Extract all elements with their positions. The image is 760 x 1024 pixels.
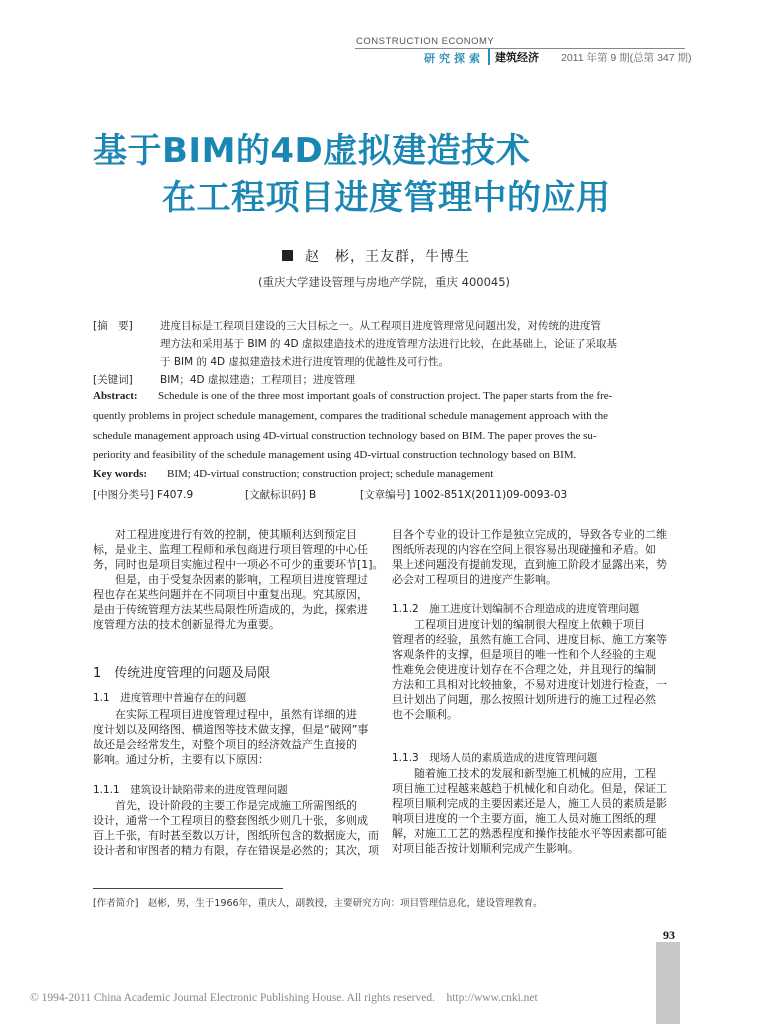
- affiliation: (重庆大学建设管理与房地产学院，重庆 400045): [258, 275, 511, 289]
- left-column-p2: [93, 707, 368, 767]
- body-line: 影响。通过分析，主要有以下原因：: [93, 753, 269, 766]
- header-divider: [488, 49, 490, 65]
- abstract-cn-label: [摘 要]: [93, 320, 133, 332]
- body-line: 客观条件的支撑，但是项目的唯一性和个人经验的主观: [392, 648, 656, 661]
- abstract-en-line: quently problems in project schedule management, compares the traditional schedule management approach with the: [93, 410, 608, 422]
- abstract-en-line: periority and feasibility of the schedule management using 4D-virtual construction technology based on BIM.: [93, 449, 577, 461]
- body-line: 故还是会经常发生，对整个项目的经济效益产生直接的: [93, 738, 357, 751]
- body-line: 对项目能否按计划顺利完成产生影响。: [392, 842, 579, 855]
- column-name: 研究探索: [424, 52, 484, 65]
- title-line-2: 在工程项目进度管理中的应用: [162, 178, 611, 218]
- abstract-cn-line: 于 BIM 的 4D 虚拟建造技术进行进度管理的优越性及可行性。: [160, 356, 449, 368]
- section-heading-1-1-1: 1.1.1 建筑设计缺陷带来的进度管理问题: [93, 784, 288, 796]
- author-footnote: [作者简介] 赵彬，男，生于1966年，重庆人，副教授，主要研究方向：项目管理信息化，建设管理教育。: [93, 898, 543, 909]
- section-heading-1-1-2: 1.1.2 施工进度计划编制不合理造成的进度管理问题: [392, 603, 640, 615]
- body-line: 首先，设计阶段的主要工作是完成施工所需图纸的: [93, 799, 357, 812]
- body-line: 旦计划出了问题，那么按照计划所进行的施工过程必然: [392, 693, 656, 706]
- keywords-en: BIM; 4D-virtual construction; construction project; schedule management: [167, 468, 494, 480]
- keywords-cn: BIM；4D 虚拟建造；工程项目；进度管理: [160, 374, 355, 386]
- right-column-p3: [392, 766, 667, 856]
- title-line-1: 基于BIM的4D虚拟建造技术: [93, 131, 531, 171]
- section-heading-1: 1 传统进度管理的问题及局限: [93, 666, 271, 681]
- body-line: 目各个专业的设计工作是独立完成的，导致各专业的二维: [392, 528, 667, 541]
- body-line: 工程项目进度计划的编制很大程度上依赖于项目: [392, 618, 645, 631]
- document-code: [文献标识码] B: [245, 489, 317, 501]
- body-line: 方法和工具相对比较抽象，不易对进度计划进行检查，一: [392, 678, 667, 691]
- body-line: 响项目进度的一个主要方面，施工人员对施工图纸的理: [392, 812, 656, 825]
- abstract-cn-line: 进度目标是工程项目建设的三大目标之一。从工程项目进度管理常见问题出发，对传统的进度管: [160, 320, 601, 332]
- keywords-cn-label: [关键词]: [93, 374, 133, 386]
- body-line: 必会对工程项目的进度产生影响。: [392, 573, 557, 586]
- body-line: 度计划以及网络图、横道图等技术做支撑，但是“破网”事: [93, 723, 369, 736]
- body-line: 图纸所表现的内容在空间上很容易出现碰撞和矛盾。如: [392, 543, 656, 556]
- body-line: 百上千张，有时甚至数以万计，图纸所包含的数据庞大，而: [93, 829, 379, 842]
- section-heading-1-1-3: 1.1.3 现场人员的素质造成的进度管理问题: [392, 752, 598, 764]
- body-line: 标，是业主、监理工程师和承包商进行项目管理的中心任: [93, 543, 368, 556]
- page-number: 93: [663, 928, 675, 942]
- abstract-cn-line: 理方法和采用基于 BIM 的 4D 虚拟建造技术的进度管理方法进行比较，在此基础上，论证了采取基: [160, 338, 617, 350]
- body-line: 在实际工程项目进度管理过程中，虽然有详细的进: [93, 708, 357, 721]
- right-column-p2: [392, 617, 667, 722]
- body-line: 果上述问题没有提前发现，直到施工阶段才显露出来，势: [392, 558, 667, 571]
- body-line: 度管理方法的技术创新显得尤为重要。: [93, 618, 280, 631]
- copyright-notice: © 1994-2011 China Academic Journal Electronic Publishing House. All rights reserved. http://www.cnki.net: [30, 992, 538, 1004]
- keywords-en-label: Key words:: [93, 468, 148, 480]
- body-line: 解，对施工工艺的熟悉程度和操作技能水平等因素都可能: [392, 827, 667, 840]
- body-line: 但是，由于受复杂因素的影响，工程项目进度管理过: [93, 573, 368, 586]
- issue-info: 2011 年第 9 期(总第 347 期): [561, 52, 692, 64]
- abstract-en-line: schedule management approach using 4D-virtual construction technology based on BIM. The paper proves the su-: [93, 430, 597, 442]
- section-heading-1-1: 1.1 进度管理中普遍存在的问题: [93, 692, 247, 704]
- body-line: 务，同时也是项目实施过程中一项必不可少的重要环节[1]。: [93, 558, 384, 571]
- journal-english-name: CONSTRUCTION ECONOMY: [356, 36, 495, 47]
- body-line: 程项目顺利完成的主要因素还是人，施工人员的素质是影: [392, 797, 667, 810]
- body-line: 也不会顺利。: [392, 708, 458, 721]
- authors: [282, 246, 470, 266]
- body-line: 设计，通常一个工程项目的整套图纸少则几十张，多则成: [93, 814, 368, 827]
- left-column-p3: [93, 798, 379, 858]
- body-line: 是由于传统管理方法某些局限性所造成的，为此，探索进: [93, 603, 368, 616]
- right-column: [392, 527, 667, 587]
- body-line: 性难免会使进度计划存在不合理之处，并且现行的编制: [392, 663, 656, 676]
- page-edge-bar: [656, 942, 680, 1024]
- body-line: 设计者和审图者的精力有限，存在错误是必然的；其次，项: [93, 844, 379, 857]
- article-number: [文章编号] 1002-851X(2011)09-0093-03: [360, 489, 568, 501]
- body-line: 对工程进度进行有效的控制，使其顺利达到预定目: [93, 528, 357, 541]
- square-bullet-icon: [282, 250, 293, 261]
- clc-number: [中图分类号] F407.9: [93, 489, 194, 501]
- footnote-rule: [93, 888, 283, 889]
- body-line: 随着施工技术的发展和新型施工机械的应用，工程: [392, 767, 656, 780]
- left-column: [93, 527, 384, 632]
- abstract-en-label: Abstract:: [93, 390, 138, 402]
- body-line: 项目施工过程越来越趋于机械化和自动化。但是，保证工: [392, 782, 667, 795]
- body-line: 管理者的经验，虽然有施工合同、进度目标、施工方案等: [392, 633, 667, 646]
- abstract-en-line: Schedule is one of the three most important goals of construction project. The paper starts from the fre-: [158, 390, 613, 402]
- body-line: 程也存在某些问题并在不同项目中重复出现。究其原因，: [93, 588, 368, 601]
- author-names: 赵 彬，王友群，牛博生: [305, 249, 470, 265]
- journal-logo: 建筑经济: [495, 51, 539, 64]
